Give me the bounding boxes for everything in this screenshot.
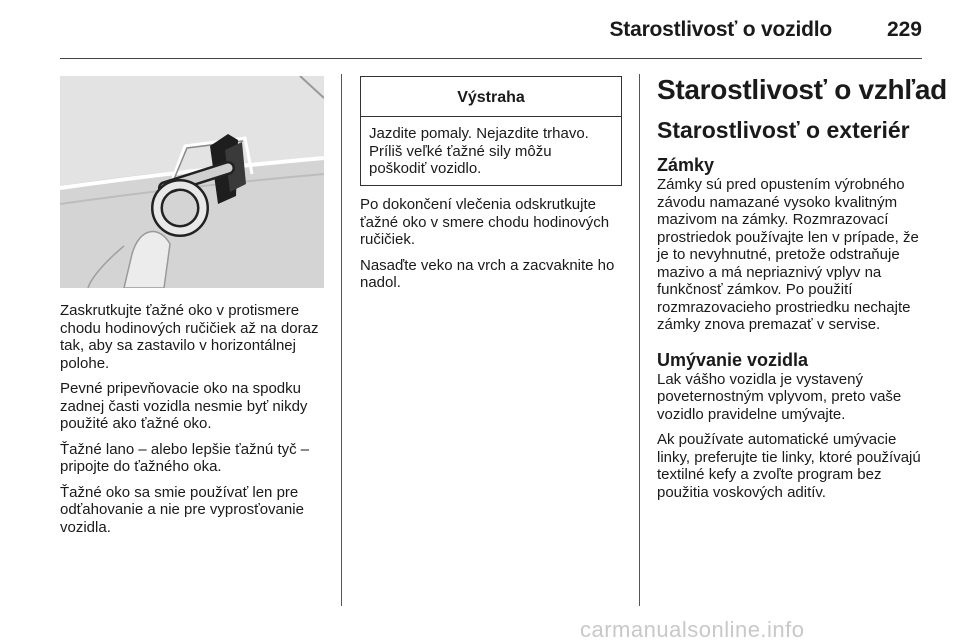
page-number: 229 xyxy=(886,18,922,41)
section-heading: Starostlivosť o vzhľad xyxy=(657,74,947,105)
left-column-text xyxy=(60,302,330,544)
washing-heading: Umývanie vozidla xyxy=(657,349,809,370)
paragraph: Zaskrutkujte ťažné oko v protismere chodu hodinových ručičiek až na doraz tak, aby sa zastavilo v horizontálnej polohe. xyxy=(60,302,319,372)
tow-eye-illustration xyxy=(60,76,324,288)
subsection-heading: Starostlivosť o exteriér xyxy=(657,117,910,143)
warning-text: Jazdite pomaly. Nejazdite trhavo. Príliš veľké ťažné sily môžu poškodiť vozidlo. xyxy=(369,125,589,177)
header-divider xyxy=(60,58,922,59)
running-header-title: Starostlivosť o vozidlo xyxy=(609,18,832,41)
paragraph: Ak používate automatické umývacie linky, preferujte tie linky, ktoré používajú textilné kefy a zvoľte program bez použitia voskových aditív. xyxy=(657,431,921,501)
middle-column-text xyxy=(360,196,628,300)
warning-title: Výstraha xyxy=(361,77,621,117)
paragraph: Nasaďte veko na vrch a zacvaknite ho nadol. xyxy=(360,256,615,291)
locks-heading: Zámky xyxy=(657,155,715,175)
paragraph: Lak vášho vozidla je vystavený poveternostným vplyvom, preto vaše vozidlo pravidelne umývajte. xyxy=(657,370,902,423)
warning-box xyxy=(360,76,622,186)
paragraph: Zámky sú pred opustením výrobného závodu namazané vysoko kvalitným mazivom na zámky. Rozmrazovací prostriedok používajte len v prípade, že je to nevyhnutné, pretože odstraňuje mazivo a má nepriaznivý vplyv na funkčnosť zámkov. Po použití rozmrazovacieho prostriedku nechajte zámky znova premazať v servise. xyxy=(657,176,919,333)
right-column-text xyxy=(657,155,923,509)
paragraph: Ťažné lano – alebo lepšie ťažnú tyč – pripojte do ťažného oka. xyxy=(60,440,310,475)
paragraph: Ťažné oko sa smie používať len pre odťahovanie a nie pre vyprosťovanie vozidla. xyxy=(60,483,304,536)
column-divider-right xyxy=(639,74,640,606)
paragraph: Pevné pripevňovacie oko na spodku zadnej časti vozidla nesmie byť nikdy použité ako ťažné oko. xyxy=(60,380,308,432)
column-divider-left xyxy=(341,74,342,606)
paragraph: Po dokončení vlečenia odskrutkujte ťažné oko v smere chodu hodinových ručičiek. xyxy=(360,196,610,248)
tow-eye-drawing xyxy=(60,76,324,288)
watermark: carmanualsonline.info xyxy=(580,617,805,642)
